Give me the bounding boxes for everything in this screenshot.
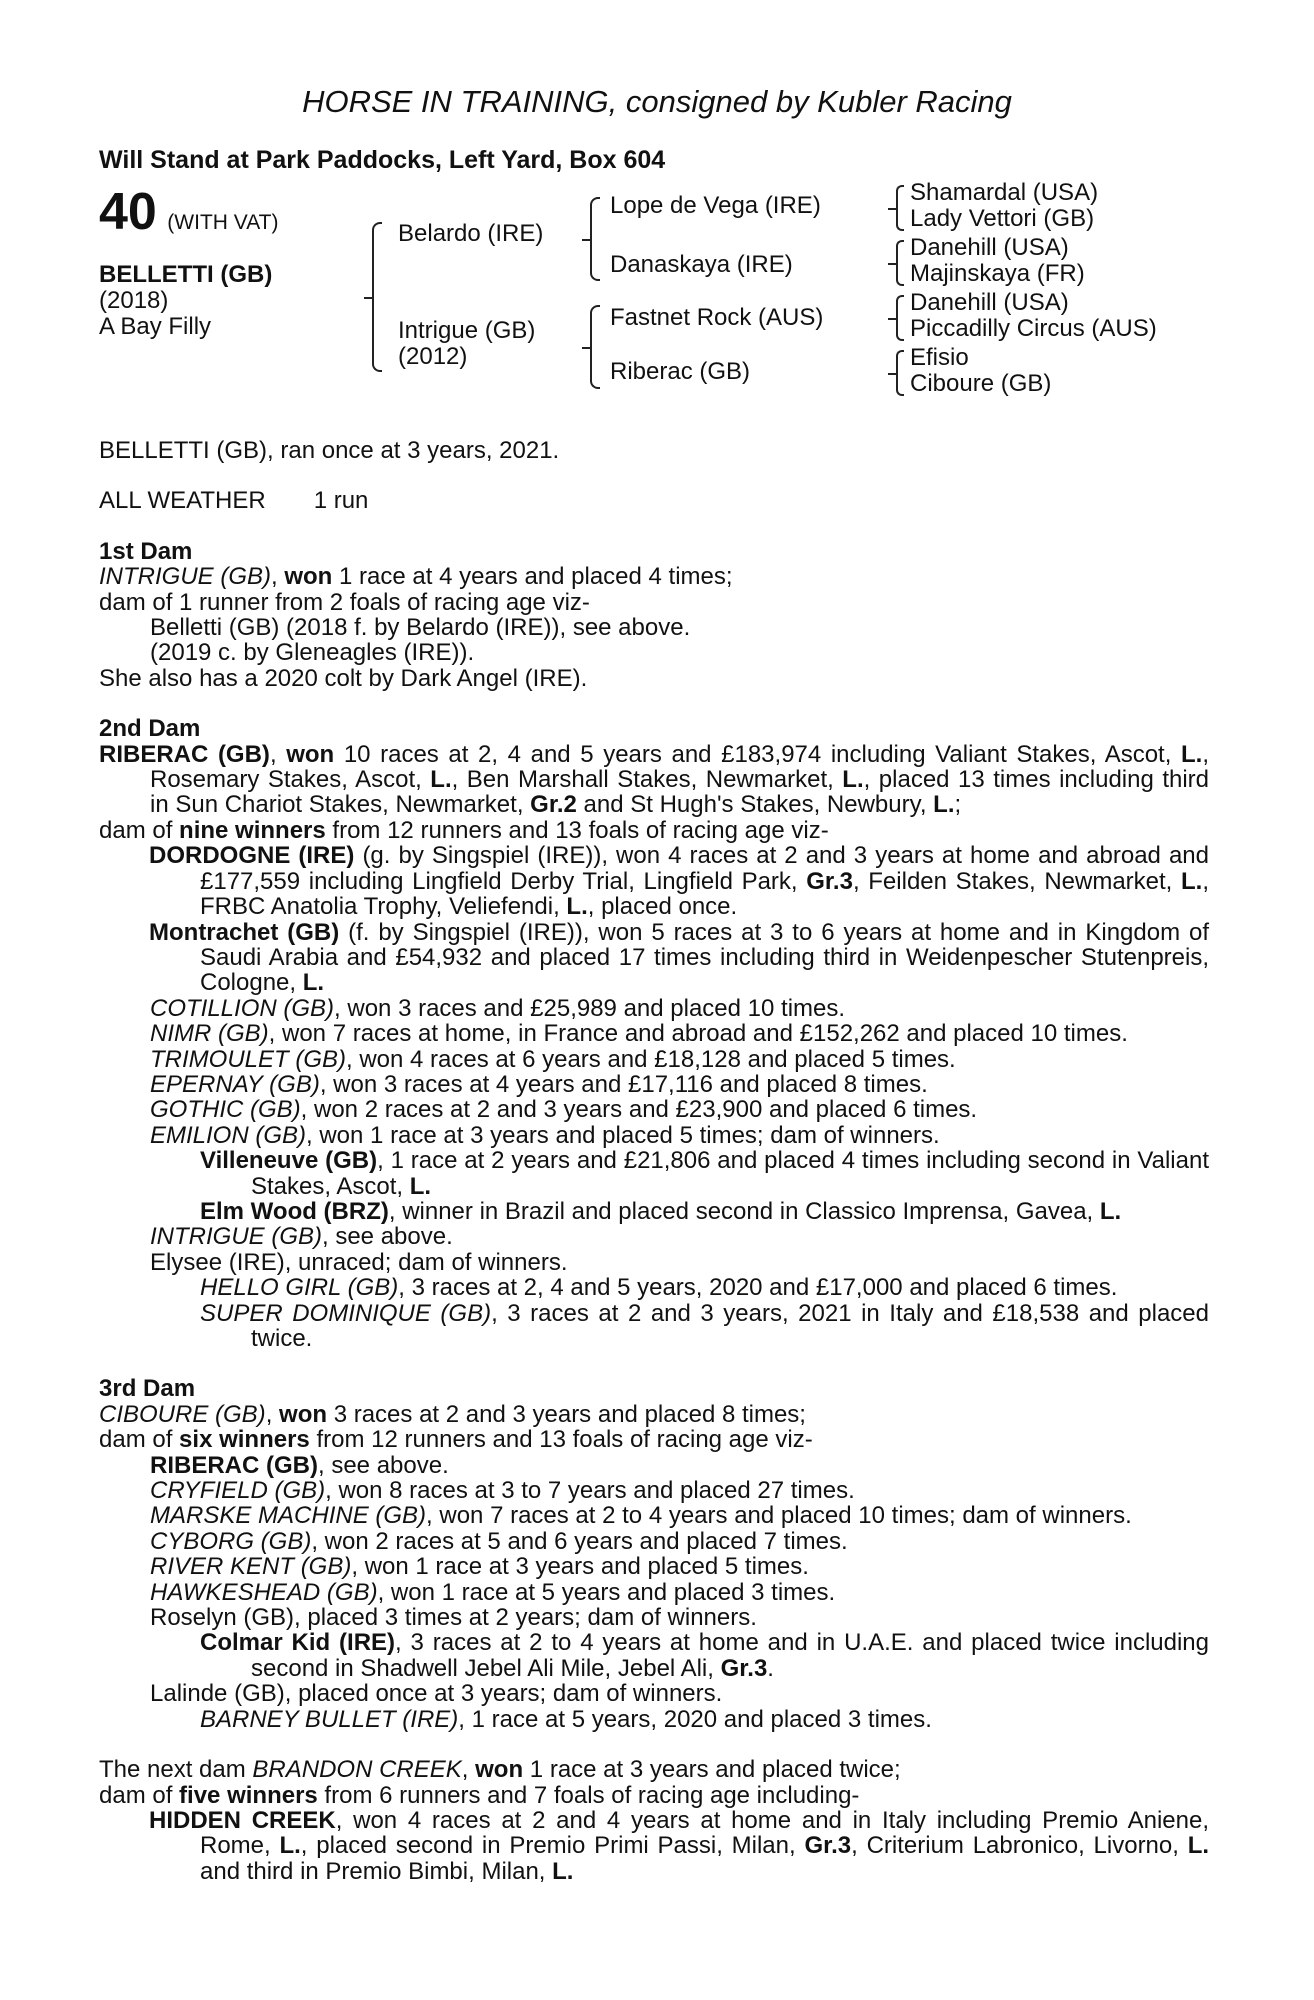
- pedigree-ssd: Lady Vettori (GB): [910, 205, 1095, 232]
- third-dam-title: 3rd Dam: [99, 1375, 196, 1403]
- pedigree-sire-sire: Lope de Vega (IRE): [610, 192, 821, 219]
- page-header: HORSE IN TRAINING, consigned by Kubler Racing: [302, 84, 1012, 119]
- produce-elysee: Elysee (IRE), unraced; dam of winners.: [150, 1248, 568, 1276]
- pedigree-dam: Intrigue (GB): [398, 317, 536, 344]
- first-dam-foal-1: Belletti (GB) (2018 f. by Belardo (IRE)), see above.: [150, 614, 691, 642]
- next-dam-line: The next dam BRANDON CREEK, won 1 race at 3 years and placed twice;: [99, 1756, 901, 1784]
- all-weather-value: 1 run: [313, 487, 369, 515]
- all-weather-label: ALL WEATHER: [99, 487, 266, 515]
- produce-hidden-creek: HIDDEN CREEK, won 4 races at 2 and 4 years at home and in Italy including Premio Aniene, Rome, L., placed second in Premio Primi Passi, Milan, Gr.3, Criterium Labronico, Livorno, L. and third in Premio Bimbi, Milan, L.: [149, 1806, 1210, 1885]
- lot-vat: (WITH VAT): [167, 211, 279, 234]
- pedigree-brace-main: [372, 222, 382, 372]
- second-dam-title: 2nd Dam: [99, 715, 201, 743]
- all-weather-record: [99, 488, 1209, 513]
- produce-barney-bullet: BARNEY BULLET (IRE), 1 race at 5 years, 2020 and placed 3 times.: [200, 1705, 932, 1733]
- produce-riberac: RIBERAC (GB), see above.: [150, 1451, 449, 1479]
- produce-gothic: GOTHIC (GB), won 2 races at 2 and 3 years and £23,900 and placed 6 times.: [150, 1096, 978, 1124]
- produce-villeneuve: Villeneuve (GB), 1 race at 2 years and £21,806 and placed 4 times including second in Valiant Stakes, Ascot, L.: [200, 1147, 1209, 1200]
- pedigree-dam-dam: Riberac (GB): [610, 358, 751, 385]
- produce-dordogne: DORDOGNE (IRE) (g. by Singspiel (IRE)), won 4 races at 2 and 3 years at home and abroad and £177,559 including Lingfield Derby Trial, Lingfield Park, Gr.3, Feilden Stakes, Newmarket, L., FRBC Anatolia Trophy, Veliefendi, L., placed once.: [149, 842, 1210, 921]
- third-dam-produce: dam of six winners from 12 runners and 13 foals of racing age viz-: [99, 1426, 813, 1454]
- stand-location: Will Stand at Park Paddocks, Left Yard, Box 604: [99, 146, 666, 174]
- first-dam-colt: She also has a 2020 colt by Dark Angel (IRE).: [99, 664, 588, 692]
- pedigree-brace-sire: [590, 197, 600, 281]
- produce-elm-wood: Elm Wood (BRZ), winner in Brazil and placed second in Classico Imprensa, Gavea, L.: [200, 1197, 1122, 1225]
- pedigree-dds: Efisio: [910, 344, 969, 371]
- produce-river-kent: RIVER KENT (GB), won 1 race at 3 years and placed 5 times.: [150, 1553, 809, 1581]
- produce-cyborg: CYBORG (GB), won 2 races at 5 and 6 years and placed 7 times.: [150, 1527, 848, 1555]
- second-dam-produce: dam of nine winners from 12 runners and 13 foals of racing age viz-: [99, 816, 829, 844]
- produce-hawkeshead: HAWKESHEAD (GB), won 1 race at 5 years and placed 3 times.: [150, 1578, 836, 1606]
- second-dam-riberac: RIBERAC (GB), won 10 races at 2, 4 and 5 years and £183,974 including Valiant Stakes, Ascot, L., Rosemary Stakes, Ascot, L., Ben Marshall Stakes, Newmarket, L., placed 13 times including third in Sun Chariot Stakes, Newmarket, Gr.2 and St Hugh's Stakes, Newbury, L.;: [99, 740, 1210, 819]
- produce-super-dominique: SUPER DOMINIQUE (GB), 3 races at 2 and 3 years, 2021 in Italy and £18,538 and placed twice.: [200, 1299, 1210, 1352]
- produce-roselyn: Roselyn (GB), placed 3 times at 2 years; dam of winners.: [150, 1604, 757, 1632]
- produce-intrigue: INTRIGUE (GB), see above.: [150, 1223, 453, 1251]
- pedigree-sdd: Majinskaya (FR): [910, 260, 1085, 287]
- pedigree-dam-year: (2012): [398, 343, 468, 370]
- lot-number: 40: [99, 183, 157, 241]
- produce-trimoulet: TRIMOULET (GB), won 4 races at 6 years and £18,128 and placed 5 times.: [150, 1045, 956, 1073]
- pedigree-dam-sire: Fastnet Rock (AUS): [610, 304, 824, 331]
- produce-marske-machine: MARSKE MACHINE (GB), won 7 races at 2 to 4 years and placed 10 times; dam of winners.: [150, 1502, 1132, 1530]
- third-dam-ciboure: CIBOURE (GB), won 3 races at 2 and 3 years and placed 8 times;: [99, 1400, 806, 1428]
- pedigree-brace-ss: [896, 185, 904, 231]
- lot-number-block: [99, 182, 279, 242]
- pedigree-brace-dd: [896, 350, 904, 396]
- produce-nimr: NIMR (GB), won 7 races at home, in France and abroad and £152,262 and placed 10 times.: [150, 1020, 1128, 1048]
- pedigree-sds: Danehill (USA): [910, 234, 1069, 261]
- pedigree-brace-dam: [590, 305, 600, 389]
- produce-epernay: EPERNAY (GB), won 3 races at 4 years and £17,116 and placed 8 times.: [150, 1070, 928, 1098]
- produce-cotillion: COTILLION (GB), won 3 races and £25,989 and placed 10 times.: [150, 994, 846, 1022]
- pedigree-brace-sd: [896, 240, 904, 286]
- first-dam-foal-2: (2019 c. by Gleneagles (IRE)).: [150, 639, 475, 667]
- race-record: BELLETTI (GB), ran once at 3 years, 2021.: [99, 437, 560, 464]
- pedigree-sire-dam: Danaskaya (IRE): [610, 251, 793, 278]
- produce-lalinde: Lalinde (GB), placed once at 3 years; dam of winners.: [150, 1680, 723, 1708]
- pedigree-sire: Belardo (IRE): [398, 220, 544, 247]
- pedigree-dsd: Piccadilly Circus (AUS): [910, 315, 1157, 342]
- horse-desc: A Bay Filly: [99, 313, 212, 340]
- next-dam-produce: dam of five winners from 6 runners and 7 foals of racing age including-: [99, 1781, 860, 1809]
- pedigree-dss: Danehill (USA): [910, 289, 1069, 316]
- horse-name: BELLETTI (GB): [99, 261, 273, 288]
- produce-emilion: EMILION (GB), won 1 race at 3 years and placed 5 times; dam of winners.: [150, 1121, 940, 1149]
- first-dam-title: 1st Dam: [99, 537, 193, 565]
- pedigree-ddd: Ciboure (GB): [910, 370, 1052, 397]
- horse-info: [99, 262, 272, 340]
- pedigree-sss: Shamardal (USA): [910, 179, 1099, 206]
- pedigree-notes: [99, 438, 1209, 1884]
- first-dam-line: INTRIGUE (GB), won 1 race at 4 years and placed 4 times;: [99, 563, 733, 591]
- produce-colmar-kid: Colmar Kid (IRE), 3 races at 2 to 4 years at home and in U.A.E. and placed twice including second in Shadwell Jebel Ali Mile, Jebel Ali, Gr.3.: [200, 1629, 1210, 1682]
- first-dam-produce: dam of 1 runner from 2 foals of racing age viz-: [99, 588, 590, 616]
- produce-montrachet: Montrachet (GB) (f. by Singspiel (IRE)), won 5 races at 3 to 6 years at home and in Kingdom of Saudi Arabia and £54,932 and placed 17 times including third in Weidenpescher Stutenpreis, Cologne, L.: [149, 918, 1209, 997]
- horse-year: (2018): [99, 287, 169, 314]
- produce-cryfield: CRYFIELD (GB), won 8 races at 3 to 7 years and placed 27 times.: [150, 1477, 855, 1505]
- produce-hello-girl: HELLO GIRL (GB), 3 races at 2, 4 and 5 years, 2020 and £17,000 and placed 6 times.: [200, 1274, 1118, 1302]
- pedigree-brace-ds: [896, 295, 904, 341]
